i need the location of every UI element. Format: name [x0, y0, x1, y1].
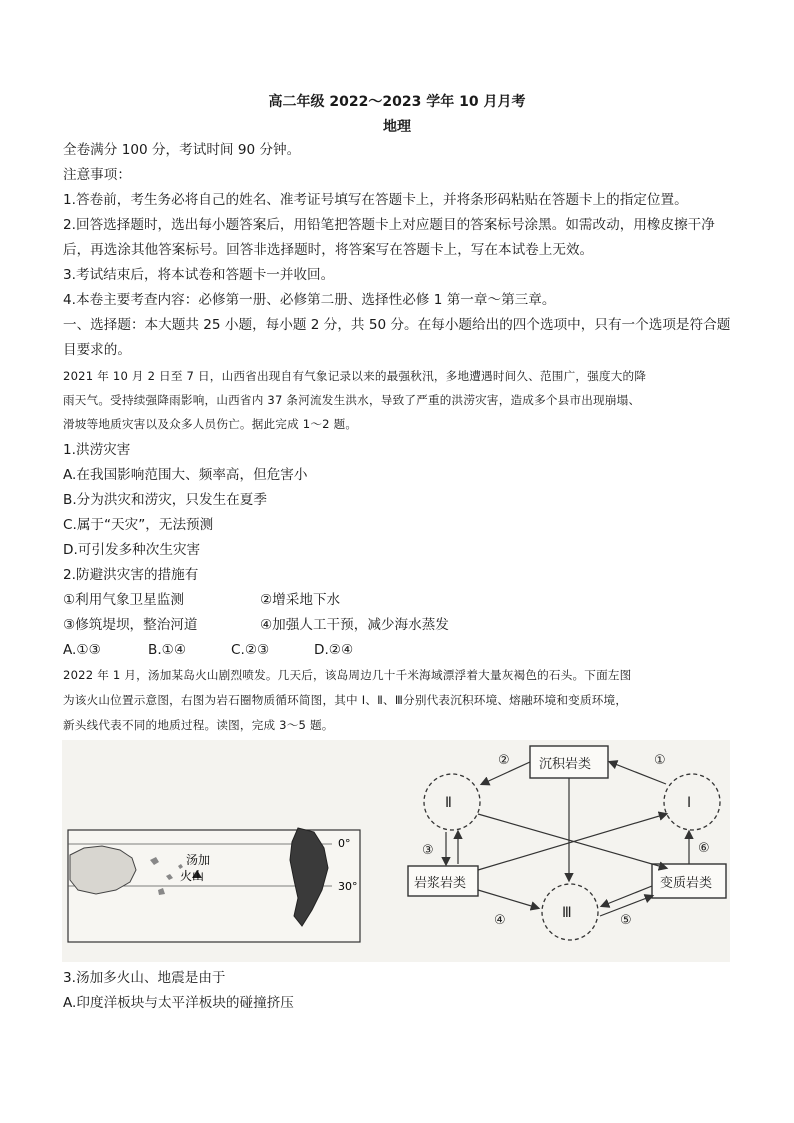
score-time-line: 全卷满分 100 分，考试时间 90 分钟。	[63, 142, 301, 158]
notice-title: 注意事项：	[63, 167, 131, 183]
exam-title: 高二年级 2022～2023 学年 10 月月考	[268, 94, 526, 110]
environment-circle-2	[424, 774, 480, 830]
answer-option[interactable]: A.①③	[63, 642, 101, 658]
notice-item: 3.考试结束后，将本试卷和答题卡一并收回。	[63, 267, 335, 283]
answer-option[interactable]: D.可引发多种次生灾害	[63, 542, 201, 558]
step-3-label: ③	[422, 843, 434, 858]
passage-line: 新头线代表不同的地质过程。读图，完成 3～5 题。	[63, 718, 334, 732]
lat-30-label: 30°	[338, 880, 358, 893]
environment-2-label: Ⅱ	[445, 795, 452, 811]
section-heading: 目要求的。	[63, 342, 131, 358]
question-stem: 3.汤加多火山、地震是由于	[63, 970, 226, 986]
metamorphic-rock-label: 变质岩类	[660, 876, 713, 891]
section-heading: 一、选择题：本大题共 25 小题，每小题 2 分，共 50 分。在每小题给出的四个选项中，只有一个选项是符合题	[63, 317, 731, 333]
answer-option[interactable]: C.②③	[231, 642, 270, 658]
environment-1-label: Ⅰ	[687, 795, 692, 811]
passage-line: 为该火山位置示意图，右图为岩石圈物质循环简图，其中 Ⅰ、Ⅱ、Ⅲ分别代表沉积环境、熔融环境和变质环境，	[63, 693, 628, 707]
statement-item: ②增采地下水	[260, 592, 341, 608]
arrow-step-4	[478, 890, 538, 908]
volcano-label: 火山	[180, 869, 205, 883]
answer-option[interactable]: B.分为洪灾和涝灾，只发生在夏季	[63, 492, 267, 508]
igneous-rock-label: 岩浆岩类	[414, 876, 467, 891]
step-5-label: ⑤	[620, 913, 632, 928]
passage-line: 滑坡等地质灾害以及众多人员伤亡。据此完成 1～2 题。	[63, 417, 358, 431]
notice-item: 1.答卷前，考生务必将自己的姓名、准考证号填写在答题卡上，并将条形码粘贴在答题卡上的指定位置。	[63, 192, 688, 208]
answer-option[interactable]: B.①④	[148, 642, 187, 658]
question-stem: 1.洪涝灾害	[63, 442, 131, 458]
exam-subject: 地理	[383, 119, 411, 135]
question-stem: 2.防避洪灾害的措施有	[63, 567, 199, 583]
volcano-location-map	[68, 828, 360, 942]
step-6-label: ⑥	[698, 841, 710, 856]
lat-0-label: 0°	[338, 837, 351, 850]
notice-item: 后，再选涂其他答案标号。回答非选择题时，将答案写在答题卡上，写在本试卷上无效。	[63, 242, 594, 258]
step-1-label: ①	[654, 753, 666, 768]
environment-circle-1	[664, 774, 720, 830]
answer-option[interactable]: A.在我国影响范围大、频率高，但危害小	[63, 467, 308, 483]
statement-item: ③修筑堤坝，整治河道	[63, 617, 198, 633]
passage-line: 2022 年 1 月，汤加某岛火山剧烈喷发。几天后，该岛周边几十千米海域漂浮着大量灰褐色的石头。下面左图	[63, 668, 632, 682]
sedimentary-rock-label: 沉积岩类	[539, 757, 592, 772]
answer-option[interactable]: D.②④	[314, 642, 354, 658]
figure-panel	[62, 740, 730, 962]
rock-cycle-labels	[414, 753, 712, 928]
passage-line: 2021 年 10 月 2 日至 7 日，山西省出现自有气象记录以来的最强秋汛，多地遭遇时间久、范围广，强度大的降	[63, 369, 647, 383]
answer-option[interactable]: A.印度洋板块与太平洋板块的碰撞挤压	[63, 995, 294, 1011]
statement-item: ④加强人工干预，减少海水蒸发	[260, 617, 449, 633]
arrow-step-5	[602, 886, 652, 906]
volcano-label: 汤加	[186, 853, 211, 867]
step-4-label: ④	[494, 913, 506, 928]
environment-3-label: Ⅲ	[562, 905, 572, 921]
step-2-label: ②	[498, 753, 510, 768]
passage-line: 雨天气。受持续强降雨影响，山西省内 37 条河流发生洪水，导致了严重的洪涝灾害，造成多个县市出现崩塌、	[63, 393, 641, 407]
figure-svg	[62, 740, 730, 962]
answer-option[interactable]: C.属于“天灾”，无法预测	[63, 517, 214, 533]
notice-item: 2.回答选择题时，选出每小题答案后，用铅笔把答题卡上对应题目的答案标号涂黑。如需改动，用橡皮擦干净	[63, 217, 715, 233]
notice-item: 4.本卷主要考查内容：必修第一册、必修第二册、选择性必修 1 第一章～第三章。	[63, 292, 556, 308]
statement-item: ①利用气象卫星监测	[63, 592, 184, 608]
